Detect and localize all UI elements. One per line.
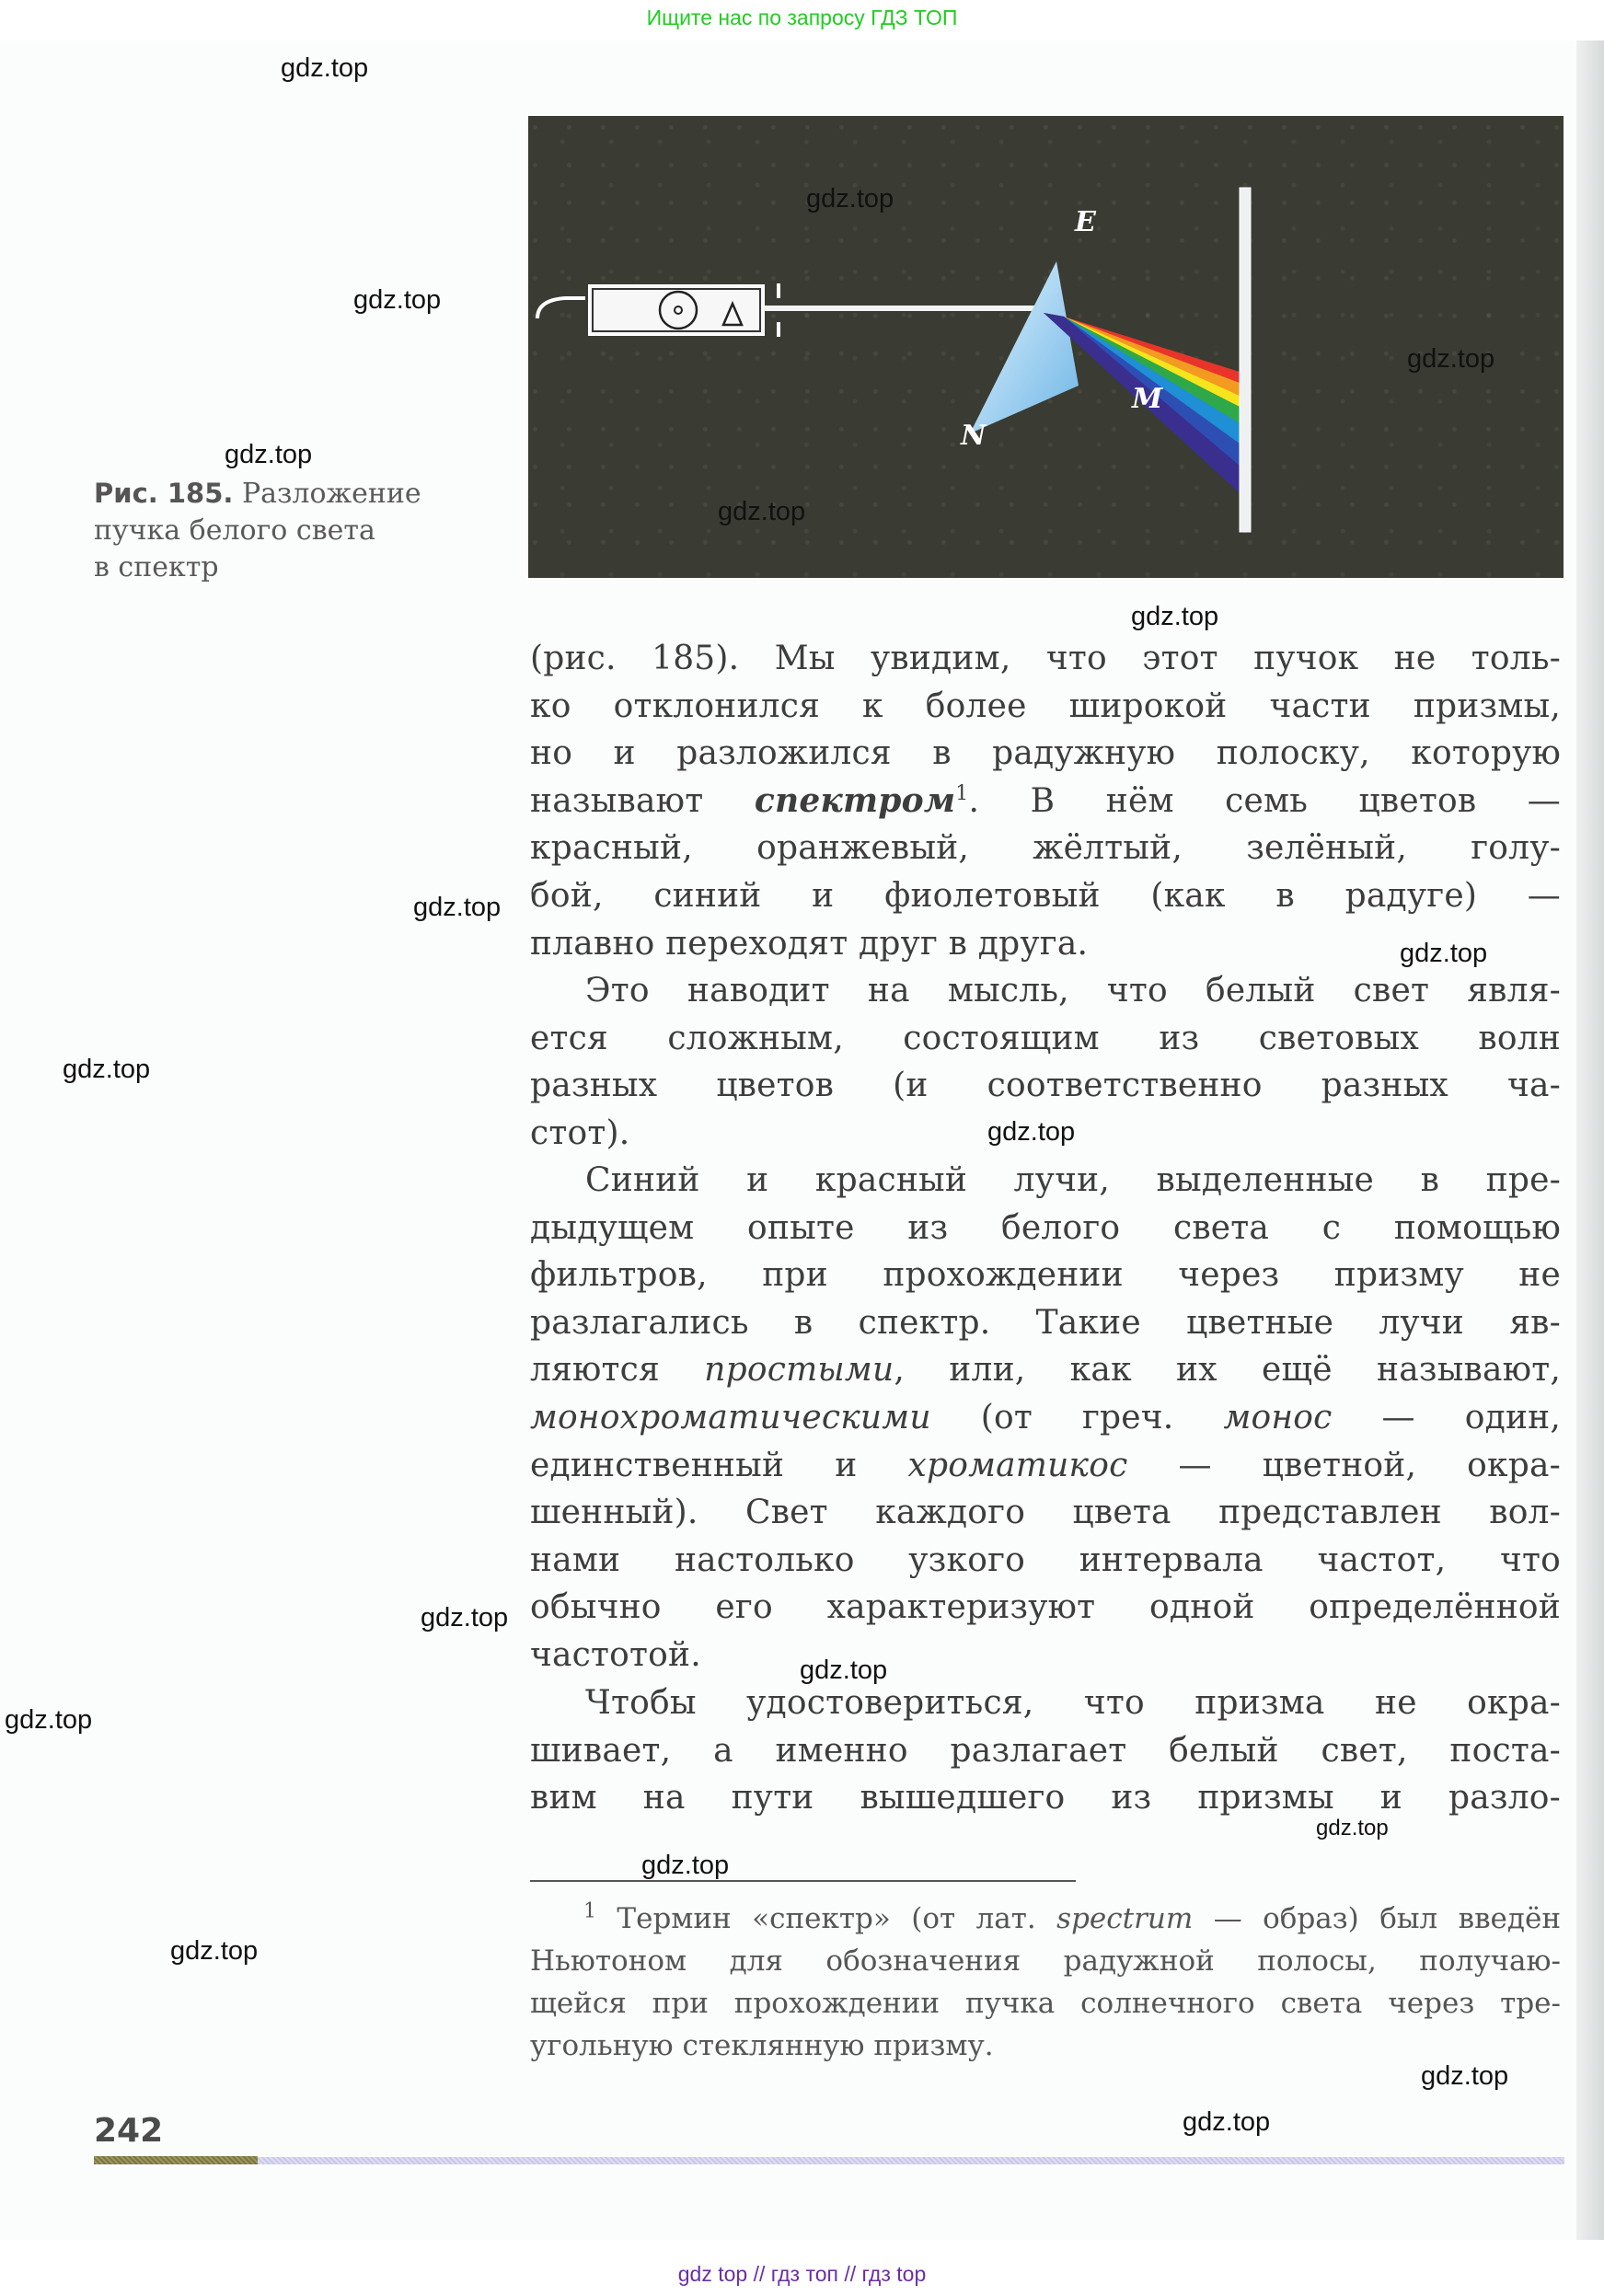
footnote-line: щейся при прохождении пучка солнечного света через тре- — [530, 1987, 1561, 2020]
watermark: gdz.top — [170, 1936, 259, 1966]
screen — [1240, 188, 1251, 532]
footnote — [530, 1898, 1561, 2067]
text-line: Это наводит на мысль, что белый свет явля- — [585, 972, 1561, 1010]
watermark: gdz.top — [641, 1851, 730, 1880]
page-edge-shadow — [1576, 40, 1604, 2240]
text-line: шивает, а именно разлагает белый свет, поста- — [530, 1731, 1561, 1770]
figure-caption — [94, 475, 517, 586]
text-line: дыдущем опыте из белого света с помощью — [530, 1208, 1561, 1247]
watermark: gdz.top — [800, 1656, 888, 1685]
watermark: gdz.top — [353, 285, 442, 315]
watermark: gdz.top — [421, 1603, 509, 1633]
watermark: gdz.top — [1400, 939, 1488, 968]
text-line: ется сложным, состоящим из световых волн — [530, 1019, 1561, 1057]
text-line — [530, 1394, 1561, 1442]
text-line — [530, 1442, 1561, 1490]
text-line: фильтров, при прохождении через призму не — [530, 1256, 1561, 1295]
slit-top — [777, 283, 780, 298]
watermark: gdz.top — [63, 1055, 151, 1084]
text-line: частотой. — [530, 1635, 701, 1674]
watermark: gdz.top — [718, 497, 806, 526]
text-segment: . В нём семь цветов — — [968, 781, 1561, 820]
caption-line: в спектр — [94, 551, 219, 583]
text-line: красный, оранжевый, жёлтый, зелёный, голу- — [530, 829, 1561, 868]
label-n: N — [961, 420, 987, 452]
text-line: нами настолько узкого интервала частот, что — [530, 1540, 1561, 1579]
page-number: 242 — [94, 2112, 164, 2150]
figure-number: Рис. 185. — [94, 478, 234, 509]
footnote-marker: 1 — [583, 1899, 596, 1923]
watermark: gdz.top — [806, 184, 894, 213]
footnote-line: Ньютоном для обозначения радужной полосы, получаю- — [530, 1944, 1561, 1978]
term-spectrum-latin: spectrum — [1056, 1902, 1194, 1935]
white-light-beam — [764, 306, 1035, 311]
light-source-icon — [589, 285, 764, 335]
term-chromatikos: хроматикос — [907, 1446, 1128, 1484]
text-line: плавно переходят друг в друга. — [530, 924, 1089, 963]
footnote-ref[interactable]: 1 — [955, 781, 969, 805]
paragraph-3 — [530, 1157, 1561, 1679]
footnote-divider — [530, 1880, 1076, 1882]
watermark: gdz.top — [5, 1705, 93, 1735]
slit-bottom — [777, 322, 780, 337]
page-rule-accent — [94, 2156, 258, 2164]
watermark: gdz.top — [1421, 2061, 1509, 2091]
watermark: gdz.top — [1183, 2107, 1271, 2137]
text-line: шенный). Свет каждого цвета представлен вол- — [530, 1494, 1561, 1532]
text-line — [530, 1346, 1561, 1394]
watermark: gdz.top — [225, 440, 313, 469]
term-monochromatic: монохроматическими — [530, 1398, 931, 1436]
text-line: Синий и красный лучи, выделенные в пре- — [585, 1161, 1561, 1199]
caption-line: пучка белого света — [94, 514, 375, 547]
footnote-line: угольную стеклянную призму. — [530, 2029, 994, 2062]
watermark: gdz.top — [1316, 1816, 1389, 1840]
text-line: разлагались в спектр. Такие цветные лучи яв- — [530, 1303, 1561, 1342]
bottom-banner: gdz top // гдз топ // гдз top — [677, 2262, 927, 2286]
text-line: но и разложился в радужную полоску, которую — [530, 734, 1561, 773]
text-segment: называют — [530, 781, 755, 820]
label-m: M — [1132, 383, 1163, 415]
text-segment: ляются — [530, 1351, 705, 1390]
text-line: (рис. 185). Мы увидим, что этот пучок не толь- — [530, 640, 1561, 677]
top-banner: Ищите нас по запросу ГДЗ ТОП — [646, 6, 958, 29]
term-spectrum: спектром — [754, 780, 956, 820]
term-simple: простыми — [704, 1351, 894, 1390]
watermark: gdz.top — [1407, 344, 1495, 374]
paragraph-1 — [530, 635, 1561, 967]
text-segment: — цветной, окра- — [1127, 1446, 1562, 1484]
term-monos: монос — [1223, 1398, 1333, 1436]
cable-icon — [537, 298, 585, 318]
text-segment: — образ) был введён — [1193, 1902, 1561, 1935]
watermark: gdz.top — [281, 53, 369, 83]
text-line: обычно его характеризуют одной определённой — [530, 1588, 1561, 1627]
caption-line: Разложение — [241, 478, 421, 510]
text-line — [530, 778, 1561, 825]
text-segment: (от греч. — [930, 1398, 1224, 1436]
text-segment: Термин «спектр» (от лат. — [596, 1902, 1057, 1935]
watermark: gdz.top — [987, 1117, 1076, 1147]
text-segment: единственный и — [530, 1446, 908, 1484]
text-line: ко отклонился к более широкой части призмы, — [530, 686, 1561, 725]
footnote-line — [530, 1898, 1561, 1940]
text-segment: — один, — [1332, 1398, 1562, 1436]
page-rule — [258, 2157, 1564, 2164]
label-e: E — [1075, 206, 1096, 238]
text-line: бой, синий и фиолетовый (как в радуге) — — [530, 876, 1561, 915]
watermark: gdz.top — [413, 893, 502, 922]
text-line: разных цветов (и соответственно разных ча- — [530, 1067, 1561, 1105]
text-line: стот). — [530, 1113, 630, 1152]
text-line: вим на пути вышедшего из призмы и разло- — [530, 1779, 1561, 1817]
text-line: Чтобы удостовериться, что призма не окра- — [585, 1684, 1561, 1722]
paragraph-4 — [530, 1679, 1561, 1822]
watermark: gdz.top — [1131, 602, 1219, 631]
prism-icon — [970, 261, 1079, 433]
text-segment: , или, как их ещё называют, — [894, 1351, 1561, 1390]
